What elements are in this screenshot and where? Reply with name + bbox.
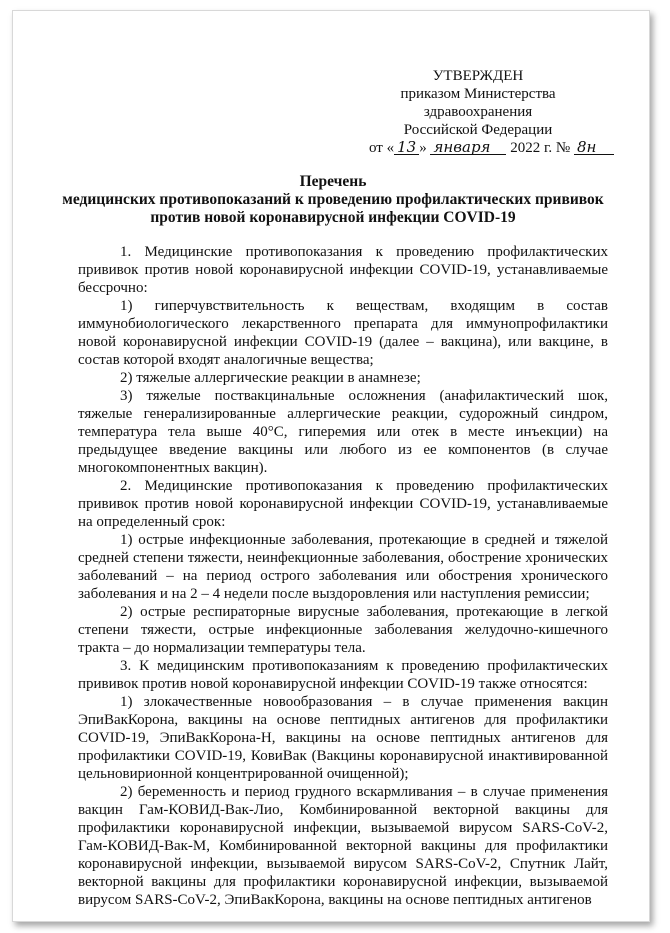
paragraph-2-2: 2) острые респираторные вирусные заболевания, протекающие в легкой степени тяжести, острые инфекционные заболевания желудочно-кишечного тракта – до нормализации температуры тела. <box>78 604 608 656</box>
paragraph-3-2: 2) беременность и период грудного вскармливания – в случае применения вакцин Гам-КОВИД-Вак-Лио, Комбинированной векторной вакцины для профилактики коронавирусной инфекции, вызываемой вирусом SARS-CoV-2, Гам-КОВИД-Вак-М, Комбинированной векторной вакцины для профилактики коронавирусной инфекции, вызываемой вирусом SARS-CoV-2, Спутник Лайт, векторной вакцины для профилактики коронавирусной инфекции, вызываемой вирусом SARS-CoV-2, ЭпиВакКорона, вакцины на основе пептидных антигенов <box>78 784 608 908</box>
approval-federation: Российской Федерации <box>403 122 553 138</box>
approval-block <box>369 67 597 157</box>
order-month: января <box>430 140 506 155</box>
title-line-3: против новой коронавирусной инфекции COVID-19 <box>150 209 516 226</box>
paragraph-1-1: 1) гиперчувствительность к веществам, входящим в состав иммунобиологического лекарственного препарата для иммунопрофилактики новой коронавирусной инфекции COVID-19 (далее – вакцина), или вакцине, в состав которой входят аналогичные вещества; <box>78 298 608 368</box>
order-date-line <box>369 138 597 157</box>
document-page <box>12 10 650 922</box>
document-body <box>78 243 608 909</box>
approval-order-of: приказом Министерства <box>400 86 556 102</box>
paragraph-3-1: 1) злокачественные новообразования – в случае применения вакцин ЭпиВакКорона, вакцины на основе пептидных антигенов для профилактики COVID-19, ЭпиВакКорона-Н, вакцины на основе пептидных антигенов для профилактики COVID-19, КовиВак (Вакцины коронавирусной инактивированной цельновирионной концентрированной очищенной); <box>78 694 608 782</box>
paragraph-2-1: 1) острые инфекционные заболевания, протекающие в средней и тяжелой средней степени тяжести, неинфекционные заболевания, обострение хронических заболеваний – на период острого заболевания или обострения хронического заболевания и на 2 – 4 недели после выздоровления или наступления ремиссии; <box>78 532 608 602</box>
paragraph-3: 3. К медицинским противопоказаниям к проведению профилактических прививок против новой коронавирусной инфекции COVID-19 также относятся: <box>78 658 608 692</box>
paragraph-1: 1. Медицинские противопоказания к проведению профилактических прививок против новой коронавирусной инфекции COVID-19, устанавливаемые бессрочно: <box>78 244 608 296</box>
document-title <box>53 173 613 227</box>
approval-ministry: здравоохранения <box>423 104 533 120</box>
order-year: 2022 г. № <box>506 140 574 156</box>
paragraph-1-3: 3) тяжелые поствакцинальные осложнения (анафилактический шок, тяжелые генерализированные аллергические реакции, судорожный синдром, температура тела выше 40°C, гиперемия или отек в месте инъекции) на предыдущее введение вакцины или любого из ее компонентов (в случае многокомпонентных вакцин). <box>78 388 608 476</box>
title-line-2: медицинских противопоказаний к проведению профилактических прививок <box>62 191 604 208</box>
paragraph-1-2: 2) тяжелые аллергические реакции в анамнезе; <box>120 370 421 386</box>
order-prefix: от « <box>369 140 395 156</box>
order-number: 8н <box>574 140 614 155</box>
order-mid: » <box>419 140 431 156</box>
approval-heading: УТВЕРЖДЕН <box>432 68 524 84</box>
title-line-1: Перечень <box>299 173 367 190</box>
order-day: 13 <box>394 140 419 155</box>
paragraph-2: 2. Медицинские противопоказания к проведению профилактических прививок против новой коронавирусной инфекции COVID-19, устанавливаемые на определенный срок: <box>78 478 608 530</box>
